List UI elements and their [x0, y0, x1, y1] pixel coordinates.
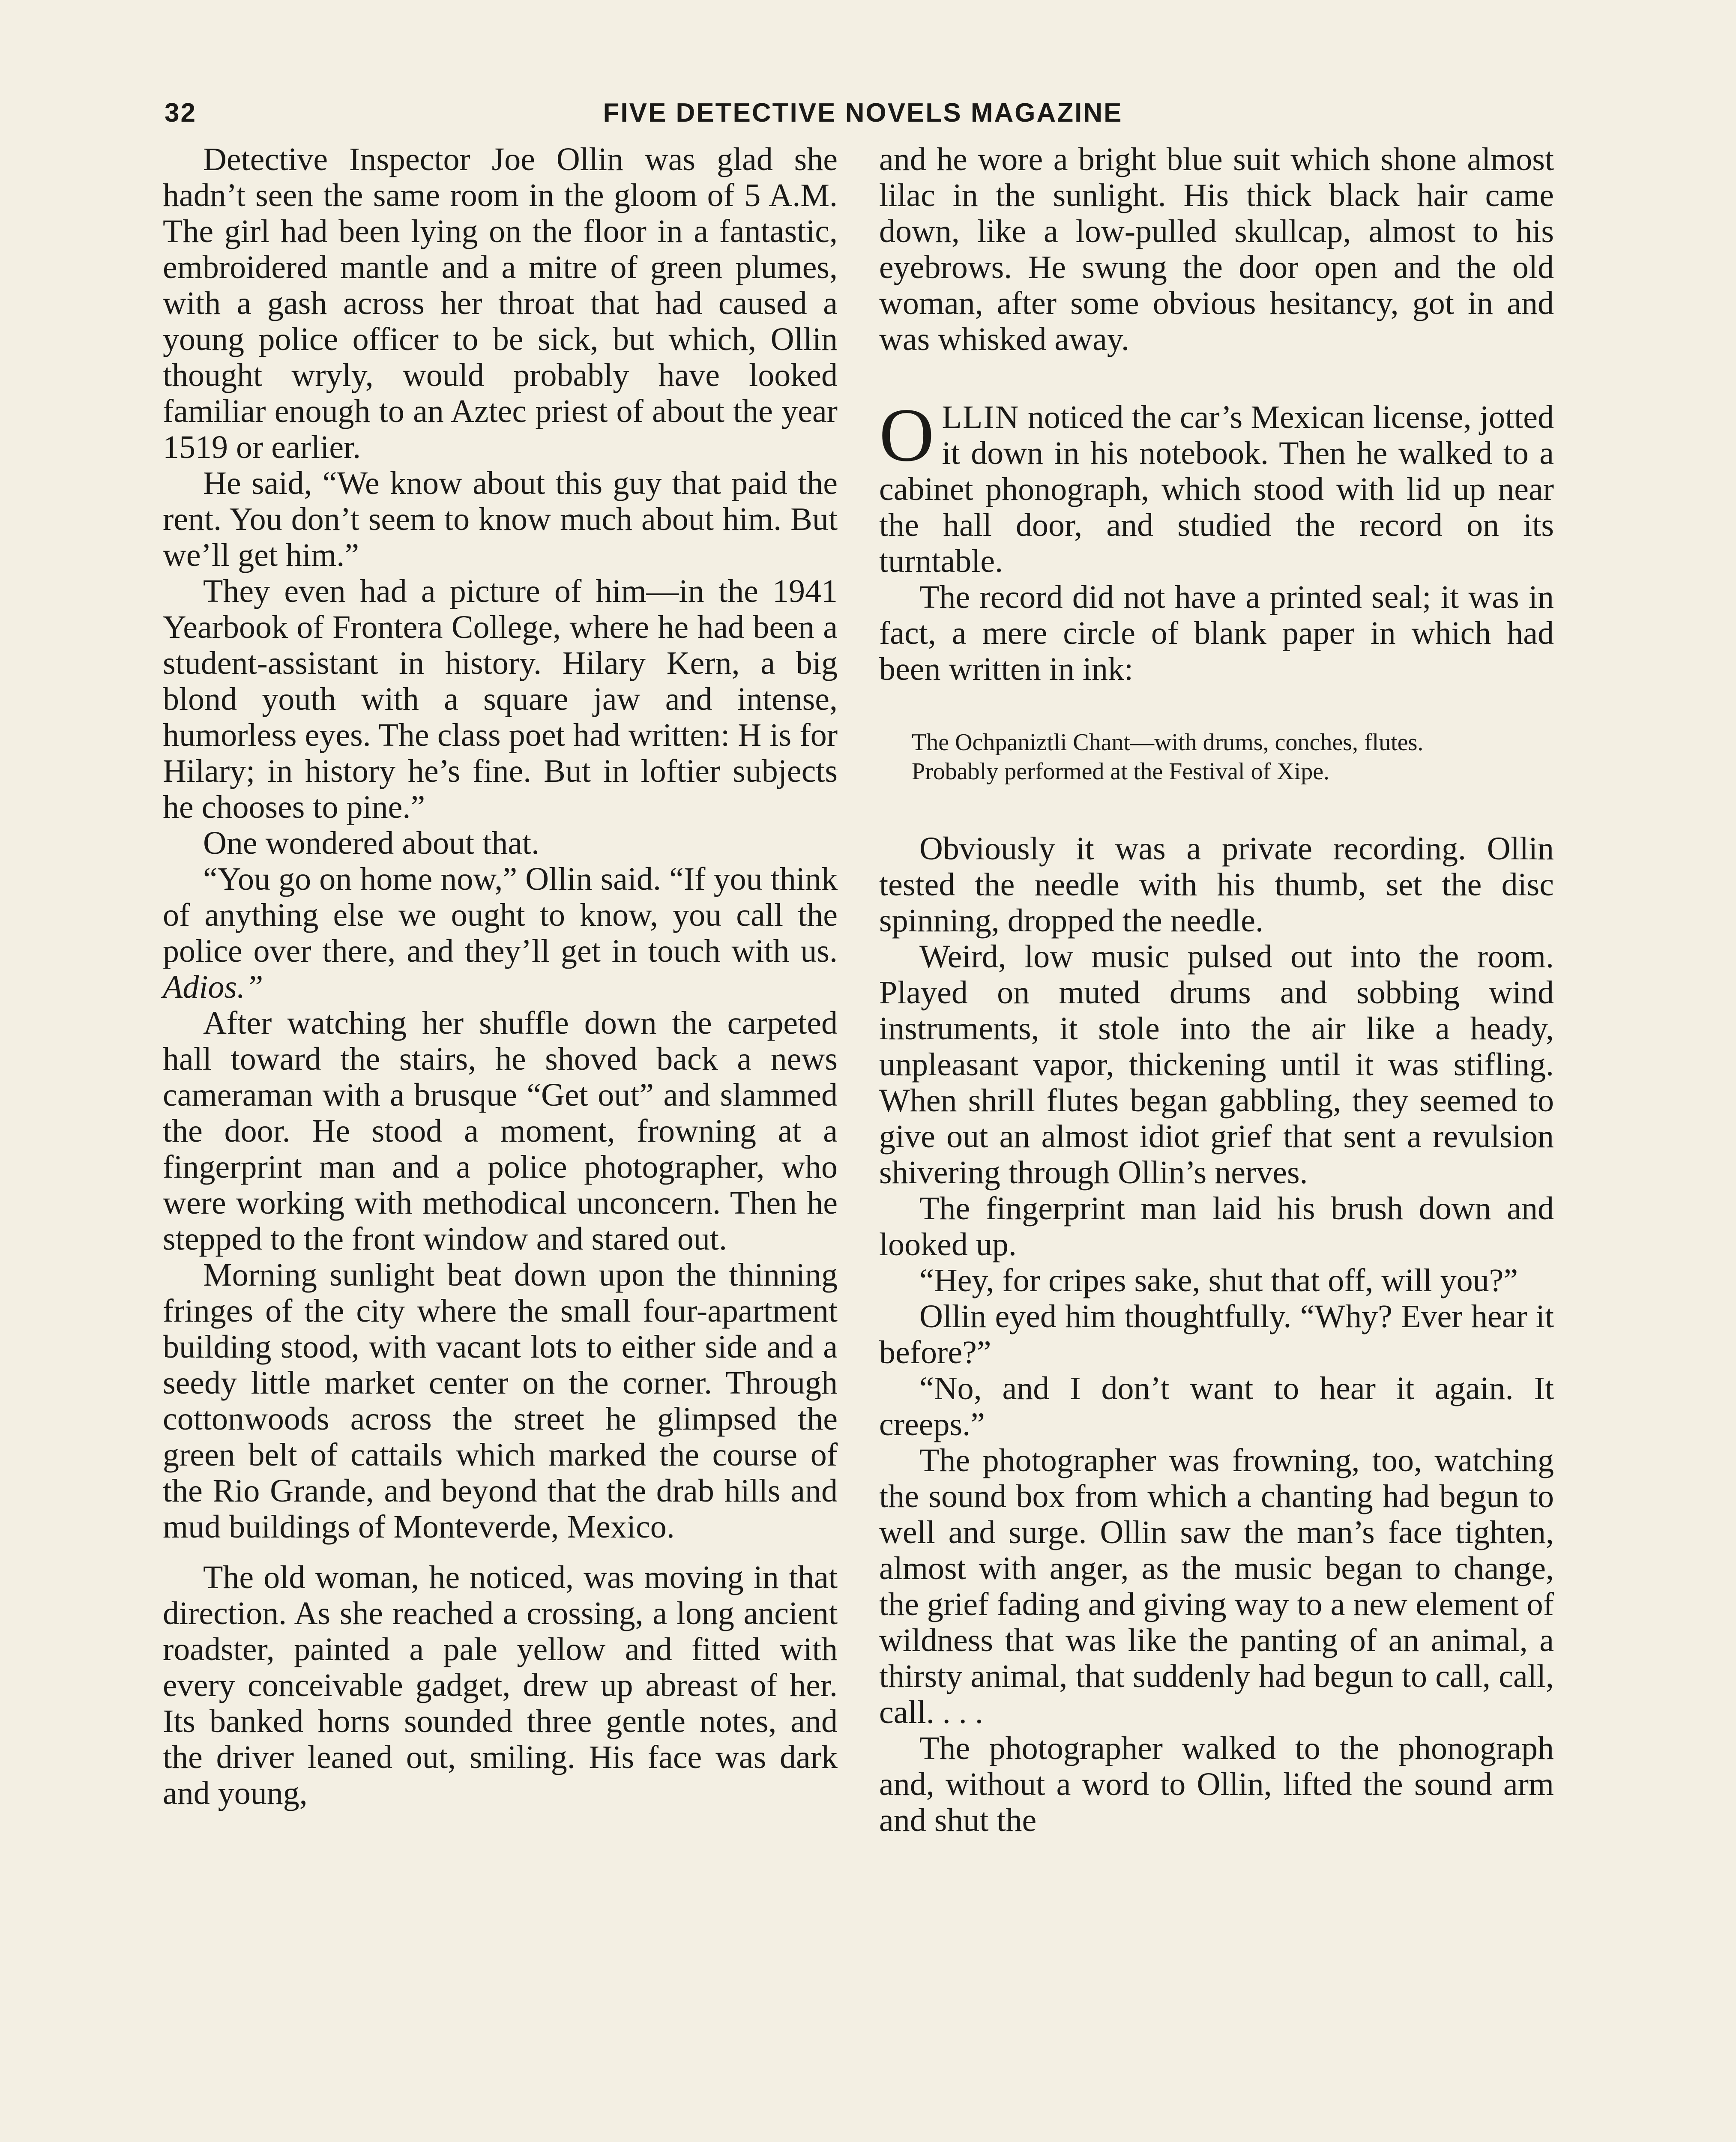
adios-italic: Adios.” — [163, 969, 263, 1005]
left-column — [163, 141, 838, 1811]
paragraph: One wondered about that. — [203, 825, 540, 861]
paragraph: After watching her shuffle down the carpeted hall toward the stairs, he shoved back a news cameraman with a brusque “Get out” and slammed the door. He stood a moment, frowning at a fingerprint man and a police photographer, who were working with methodical unconcern. Then he stepped to the front window and stared out. — [163, 1005, 838, 1257]
page-number: 32 — [165, 98, 197, 128]
paragraph: The photographer walked to the phonograph and, without a word to Ollin, lifted the sound arm and shut the — [879, 1730, 1554, 1838]
paragraph: Weird, low music pulsed out into the room. Played on muted drums and sobbing wind instruments, it stole into the air like a heady, unpleasant vapor, thickening until it was stifling. When shrill flutes began gabbling, they seemed to give out an almost idiot grief that sent a revulsion shivering through Ollin’s nerves. — [879, 939, 1554, 1191]
page-header — [165, 98, 1561, 136]
quote-line: Probably performed at the Festival of Xipe. — [912, 758, 1330, 785]
paragraph: Ollin eyed him thoughtfully. “Why? Ever hear it before?” — [879, 1298, 1554, 1370]
paragraph: The record did not have a printed seal; it was in fact, a mere circle of blank paper in which had been written in ink: — [879, 579, 1554, 687]
paragraph: “No, and I don’t want to hear it again. It creeps.” — [879, 1370, 1554, 1442]
paragraph: The old woman, he noticed, was moving in that direction. As she reached a crossing, a long ancient roadster, painted a pale yellow and fitted with every conceivable gadget, drew up abreast of her. Its banked horns sounded three gentle notes, and the driver leaned out, smiling. His face was dark and young, — [163, 1559, 838, 1811]
paragraph — [163, 861, 838, 1005]
drop-cap: O — [879, 392, 934, 477]
paragraph: The fingerprint man laid his brush down and looked up. — [879, 1191, 1554, 1262]
paragraph: They even had a picture of him—in the 1941 Yearbook of Frontera College, where he had been a student-assistant in history. Hilary Kern, a big blond youth with a square jaw and intense, humorless eyes. The class poet had written: H is for Hilary; in history he’s fine. But in loftier subjects he chooses to pine.” — [163, 573, 838, 825]
dialogue-text: “You go on home now,” Ollin said. “If you think of anything else we ought to know, you call the police over there, and they’ll get in touch with us. — [163, 861, 838, 969]
paragraph: The photographer was frowning, too, watching the sound box from which a chanting had begun to well and surge. Ollin saw the man’s face tighten, almost with anger, as the music began to change, the grief fading and giving way to a new element of wildness that was like the panting of an animal, a thirsty animal, that suddenly had begun to call, call, call. . . . — [879, 1442, 1554, 1730]
paragraph: Obviously it was a private recording. Ollin tested the needle with his thumb, set the disc spinning, dropped the needle. — [879, 831, 1554, 939]
paragraph: Detective Inspector Joe Ollin was glad she hadn’t seen the same room in the gloom of 5 A.M. The girl had been lying on the floor in a fantastic, embroidered mantle and a mitre of green plumes, with a gash across her throat that had caused a young police officer to be sick, but which, Ollin thought wryly, would probably have looked familiar enough to an Aztec priest of about the year 1519 or earlier. — [163, 141, 838, 465]
right-column — [879, 141, 1554, 1838]
paragraph: Morning sunlight beat down upon the thinning fringes of the city where the small four-apartment building stood, with vacant lots to either side and a seedy little market center on the corner. Through cottonwoods across the street he glimpsed the green belt of cattails which marked the course of the Rio Grande, and beyond that the drab hills and mud buildings of Monteverde, Mexico. — [163, 1257, 838, 1545]
magazine-title: FIVE DETECTIVE NOVELS MAGAZINE — [603, 98, 1123, 128]
paragraph-text: noticed the car’s Mexican license, jotted it down in his notebook. Then he walked to a cabinet phonograph, which stood with lid up near the hall door, and studied the record on its turntable. — [879, 399, 1554, 579]
small-caps-word: LLIN — [942, 399, 1020, 435]
paragraph: He said, “We know about this guy that paid the rent. You don’t seem to know much about him. But we’ll get him.” — [163, 465, 838, 573]
paragraph: “Hey, for cripes sake, shut that off, will you?” — [919, 1262, 1518, 1298]
quote-line: The Ochpaniztli Chant—with drums, conches, flutes. — [912, 729, 1424, 756]
record-label-quote — [912, 728, 1554, 786]
section-opening-paragraph — [879, 392, 1554, 579]
paragraph-continued: and he wore a bright blue suit which shone almost lilac in the sunlight. His thick black hair came down, like a low-pulled skullcap, almost to his eyebrows. He swung the door open and the old woman, after some obvious hesitancy, got in and was whisked away. — [879, 141, 1554, 357]
